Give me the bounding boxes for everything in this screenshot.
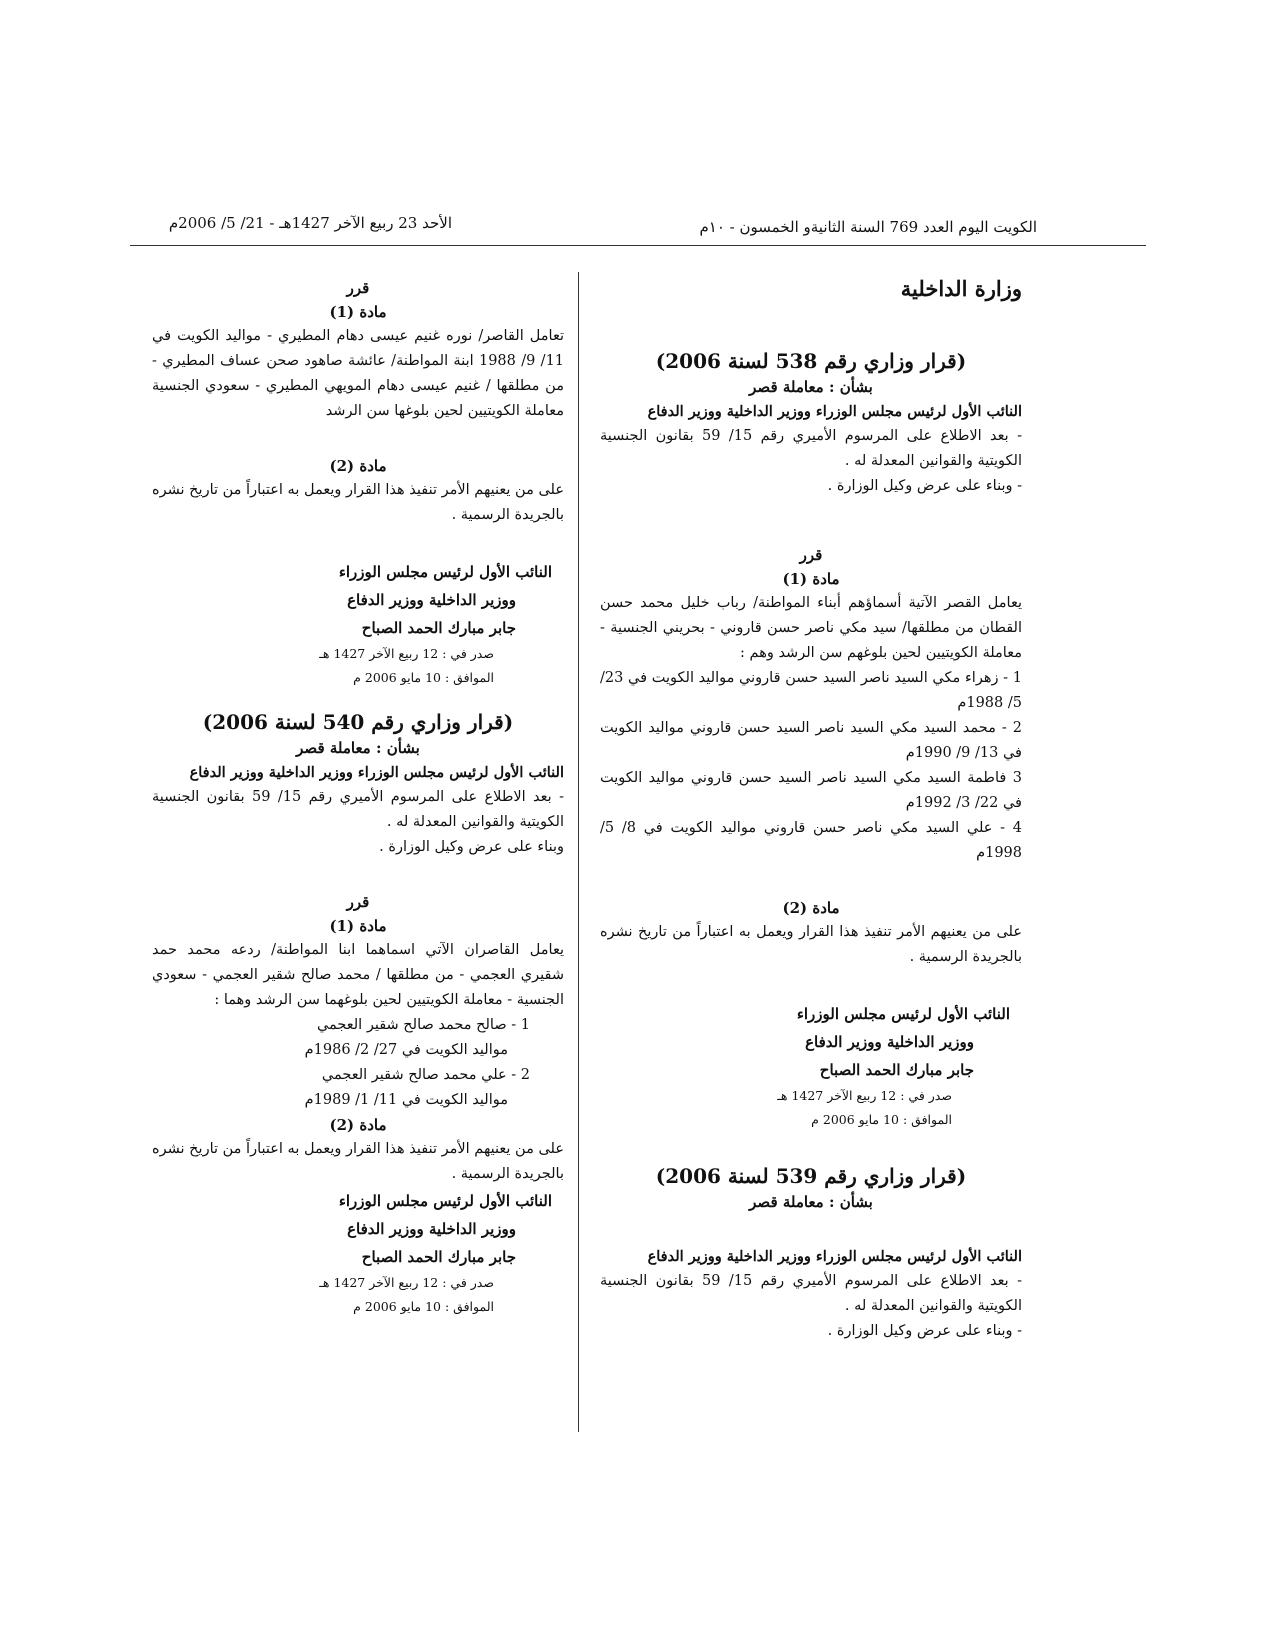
decree-538-preamble-1: - بعد الاطلاع على المرسوم الأميري رقم 15/ 59 بقانون الجنسية الكويتية والقوانين المعدلة له .: [600, 428, 1022, 469]
decree-539-issuer: النائب الأول لرئيس مجلس الوزراء ووزير الداخلية ووزير الدفاع: [647, 1248, 1022, 1265]
signature-line-1: النائب الأول لرئيس مجلس الوزراء: [338, 563, 552, 581]
decree-540-item-2-name: 2 - علي محمد صالح شقير العجمي: [321, 1067, 530, 1083]
decree-538-issued-date: صدر في : 12 ربيع الآخر 1427 هـ: [777, 1088, 952, 1103]
decree-540-article-2-text: على من يعنيهم الأمر تنفيذ هذا القرار ويعمل به اعتباراً من تاريخ نشره بالجريدة الرسمية .: [152, 1141, 564, 1182]
decree-540-subject: بشأن : معاملة قصر: [296, 739, 420, 757]
decree-540-item-1-dob: مواليد الكويت في 27/ 2/ 1986م: [304, 1042, 508, 1058]
decree-540-article-1-title: مادة (1): [329, 917, 387, 935]
ministry-title: وزارة الداخلية: [900, 276, 1022, 301]
column-divider: [578, 272, 579, 1432]
decree-540-corresponding-date: الموافق : 10 مايو 2006 م: [353, 1299, 494, 1314]
decree-539-article-1-title: مادة (1): [329, 303, 387, 321]
decree-538-title: (قرار وزاري رقم 538 لسنة 2006): [655, 349, 967, 373]
decree-540-decided: قرر: [346, 893, 370, 911]
decree-538-signature: [600, 1000, 1022, 1084]
decree-539-article-1-text: تعامل القاصر/ نوره غنيم عيسى دهام المطيري - مواليد الكويت في 11/ 9/ 1988 ابنة المواطنة/ عائشة صاهود صحن عساف المطيري - من مطلقها / غنيم عيسى دهام المويهي المطيري - سعودي الجنسية معاملة الكويتيين لحين بلوغها سن الرشد: [152, 328, 565, 419]
decree-538-item-2: 2 - محمد السيد مكي السيد ناصر السيد حسن قاروني مواليد الكويت في 13/ 9/ 1990م: [600, 720, 1022, 761]
signature-line-1: النائب الأول لرئيس مجلس الوزراء: [338, 1192, 552, 1210]
decree-540-item-1-name: 1 - صالح محمد صالح شقير العجمي: [316, 1017, 530, 1033]
decree-539-article-2-text: على من يعنيهم الأمر تنفيذ هذا القرار ويعمل به اعتباراً من تاريخ نشره بالجريدة الرسمية .: [152, 482, 564, 523]
decree-540-item-2-dob: مواليد الكويت في 11/ 1/ 1989م: [304, 1092, 508, 1108]
decree-538-item-3: 3 فاطمة السيد مكي السيد ناصر السيد حسن قاروني مواليد الكويت في 22/ 3/ 1992م: [600, 770, 1022, 811]
decree-538-preamble-2: - وبناء على عرض وكيل الوزارة .: [827, 478, 1022, 494]
decree-539-preamble-2: - وبناء على عرض وكيل الوزارة .: [827, 1323, 1022, 1339]
decree-539-issued-date: صدر في : 12 ربيع الآخر 1427 هـ: [319, 646, 494, 661]
header-issue-info: الكويت اليوم العدد 769 السنة الثانيةو الخمسون - ١٠م: [699, 218, 1037, 236]
header-date: الأحد 23 ربيع الآخر 1427هـ - 21/ 5/ 2006م: [168, 214, 452, 232]
decree-538-article-1-text: يعامل القصر الآتية أسماؤهم أبناء المواطنة/ رباب خليل محمد حسن القطان من مطلقها/ سيد مكي ناصر حسن قاروني - بحريني الجنسية - معاملة الكويتيين لحين بلوغهم سن الرشد وهم :: [600, 595, 1022, 661]
header-divider: [130, 245, 1146, 246]
signature-line-2: ووزير الداخلية ووزير الدفاع: [805, 1033, 974, 1051]
decree-539-preamble-1: - بعد الاطلاع على المرسوم الأميري رقم 15/ 59 بقانون الجنسية الكويتية والقوانين المعدلة له .: [600, 1273, 1022, 1314]
decree-540-issued-date: صدر في : 12 ربيع الآخر 1427 هـ: [319, 1275, 494, 1290]
decree-540-issuer: النائب الأول لرئيس مجلس الوزراء ووزير الداخلية ووزير الدفاع: [189, 764, 564, 781]
decree-539-title: (قرار وزاري رقم 539 لسنة 2006): [655, 1164, 967, 1188]
decree-540-preamble-1: - بعد الاطلاع على المرسوم الأميري رقم 15/ 59 بقانون الجنسية الكويتية والقوانين المعدلة له .: [152, 789, 564, 830]
signature-line-3: جابر مبارك الحمد الصباح: [361, 1248, 516, 1266]
signature-line-2: ووزير الداخلية ووزير الدفاع: [347, 1220, 516, 1238]
decree-539-decided: قرر: [346, 279, 370, 297]
signature-line-3: جابر مبارك الحمد الصباح: [361, 619, 516, 637]
decree-540-signature: [152, 1187, 564, 1271]
decree-538-corresponding-date: الموافق : 10 مايو 2006 م: [811, 1112, 952, 1127]
decree-538-article-1-title: مادة (1): [782, 570, 840, 588]
decree-539-corresponding-date: الموافق : 10 مايو 2006 م: [353, 670, 494, 685]
right-column: [600, 276, 1022, 1344]
decree-538-decided: قرر: [799, 546, 823, 564]
decree-538-subject: بشأن : معاملة قصر: [749, 378, 873, 396]
decree-539-subject: بشأن : معاملة قصر: [749, 1193, 873, 1211]
signature-line-3: جابر مبارك الحمد الصباح: [819, 1061, 974, 1079]
decree-538-item-4: 4 - علي السيد مكي ناصر حسن قاروني مواليد الكويت في 8/ 5/ 1998م: [600, 820, 1022, 861]
decree-539-article-2-title: مادة (2): [329, 457, 387, 475]
decree-540-title: (قرار وزاري رقم 540 لسنة 2006): [202, 710, 514, 734]
decree-538-item-1: 1 - زهراء مكي السيد ناصر السيد حسن قاروني مواليد الكويت في 23/ 5/ 1988م: [600, 670, 1022, 711]
signature-line-2: ووزير الداخلية ووزير الدفاع: [347, 591, 516, 609]
decree-540-article-2-title: مادة (2): [329, 1116, 387, 1134]
decree-540-preamble-2: وبناء على عرض وكيل الوزارة .: [379, 839, 564, 855]
decree-539-signature: [152, 558, 564, 642]
left-column: [152, 276, 564, 1319]
decree-538-issuer: النائب الأول لرئيس مجلس الوزراء ووزير الداخلية ووزير الدفاع: [647, 403, 1022, 420]
decree-540-article-1-text: يعامل القاصران الآتي اسماهما ابنا المواطنة/ ردعه محمد حمد شقيري العجمي - من مطلقها / محمد صالح شقير العجمي - سعودي الجنسية - معاملة الكويتيين لحين بلوغهما سن الرشد وهما :: [152, 942, 564, 1008]
decree-538-article-2-text: على من يعنيهم الأمر تنفيذ هذا القرار ويعمل به اعتباراً من تاريخ نشره بالجريدة الرسمية .: [600, 924, 1022, 965]
decree-538-article-2-title: مادة (2): [782, 899, 840, 917]
signature-line-1: النائب الأول لرئيس مجلس الوزراء: [796, 1005, 1010, 1023]
